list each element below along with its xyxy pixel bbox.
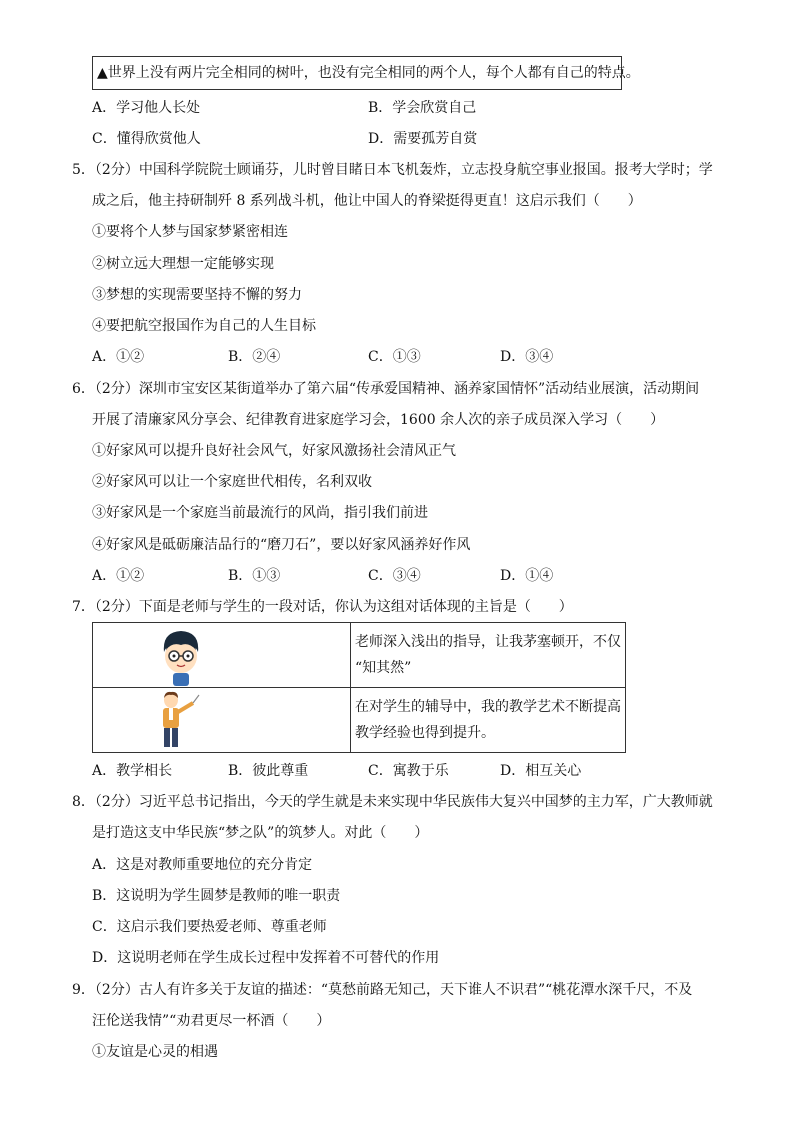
q4-option-a: A．学习他人长处 [92, 100, 201, 116]
q8-option-d: D．这说明老师在学生成长过程中发挥着不可替代的作用 [92, 950, 440, 966]
q7-option-c: C．寓教于乐 [368, 763, 449, 779]
teacher-speech-cell [351, 688, 626, 753]
q6-statement-1: ①好家风可以提升良好社会风气，好家风激扬社会清风正气 [92, 443, 456, 459]
q6-option-c: C．③④ [368, 568, 421, 584]
student-speech-line-2: “知其然” [355, 660, 412, 676]
q5-stem-line-2: 成之后，他主持研制歼 8 系列战斗机，他让中国人的脊梁挺得更直！这启示我们（ ） [92, 193, 642, 209]
q8-option-b: B．这说明为学生圆梦是教师的唯一职责 [92, 888, 341, 904]
q6-stem-line-2: 开展了清廉家风分享会、纪律教育进家庭学习会，1600 余人次的亲子成员深入学习（ ） [92, 412, 665, 428]
student-icon [156, 626, 206, 686]
q7-option-a: A．教学相长 [92, 763, 173, 779]
q8-option-a: A．这是对教师重要地位的充分肯定 [92, 857, 313, 873]
q9-stem-line-2: 汪伦送我情”“劝君更尽一杯酒（ ） [92, 1013, 331, 1029]
student-illustration-cell [93, 623, 351, 688]
q5-option-c: C．①③ [368, 349, 421, 365]
q5-statement-1: ①要将个人梦与国家梦紧密相连 [92, 224, 288, 240]
teacher-speech-line-2: 教学经验也得到提升。 [355, 725, 495, 741]
student-speech-line-1: 老师深入浅出的指导，让我茅塞顿开，不仅 [355, 634, 621, 650]
q5-option-b: B．②④ [228, 349, 281, 365]
q5-statement-4: ④要把航空报国作为自己的人生目标 [92, 318, 316, 334]
q4-option-d: D．需要孤芳自赏 [368, 131, 478, 147]
q5-stem-line-1: 5．（2分）中国科学院院士顾诵芬，儿时曾目睹日本飞机轰炸，立志投身航空事业报国。报考大学时；学 [72, 162, 713, 178]
q8-stem-line-2: 是打造这支中华民族“梦之队”的筑梦人。对此（ ） [92, 825, 429, 841]
teacher-icon [151, 691, 201, 749]
teacher-speech-line-1: 在对学生的辅导中，我的教学艺术不断提高 [355, 699, 621, 715]
q5-option-d: D．③④ [500, 349, 554, 365]
teacher-illustration-cell [93, 688, 351, 753]
q6-statement-3: ③好家风是一个家庭当前最流行的风尚，指引我们前进 [92, 505, 428, 521]
q5-statement-3: ③梦想的实现需要坚持不懈的努力 [92, 287, 302, 303]
q4-boxed-text: ▲世界上没有两片完全相同的树叶，也没有完全相同的两个人，每个人都有自己的特点。 [92, 56, 622, 90]
q5-option-a: A．①② [92, 349, 145, 365]
q8-stem-line-1: 8．（2分）习近平总书记指出，今天的学生就是未来实现中华民族伟大复兴中国梦的主力军，广大教师就 [72, 794, 713, 810]
q4-option-b: B．学会欣赏自己 [368, 100, 477, 116]
q9-stem-line-1: 9．（2分）古人有许多关于友谊的描述：“莫愁前路无知己，天下谁人不识君”“桃花潭水深千尺，不及 [72, 982, 693, 998]
q7-option-b: B．彼此尊重 [228, 763, 309, 779]
q8-option-c: C．这启示我们要热爱老师、尊重老师 [92, 919, 327, 935]
q7-stem: 7．（2分）下面是老师与学生的一段对话，你认为这组对话体现的主旨是（ ） [72, 599, 573, 615]
q6-statement-4: ④好家风是砥砺廉洁品行的“磨刀石”，要以好家风涵养好作风 [92, 537, 471, 553]
q6-option-d: D．①④ [500, 568, 554, 584]
q5-statement-2: ②树立远大理想一定能够实现 [92, 256, 274, 272]
q6-stem-line-1: 6．（2分）深圳市宝安区某街道举办了第六届“传承爱国精神、涵养家国情怀”活动结业展演，活动期间 [72, 381, 700, 397]
q9-statement-1: ①友谊是心灵的相遇 [92, 1044, 218, 1060]
q7-row-student [93, 623, 626, 688]
q7-row-teacher [93, 688, 626, 753]
q7-option-d: D．相互关心 [500, 763, 582, 779]
q4-option-c: C．懂得欣赏他人 [92, 131, 201, 147]
q6-statement-2: ②好家风可以让一个家庭世代相传，名利双收 [92, 474, 372, 490]
q6-option-b: B．①③ [228, 568, 281, 584]
q7-dialogue-table [92, 622, 626, 753]
q6-option-a: A．①② [92, 568, 145, 584]
student-speech-cell [351, 623, 626, 688]
